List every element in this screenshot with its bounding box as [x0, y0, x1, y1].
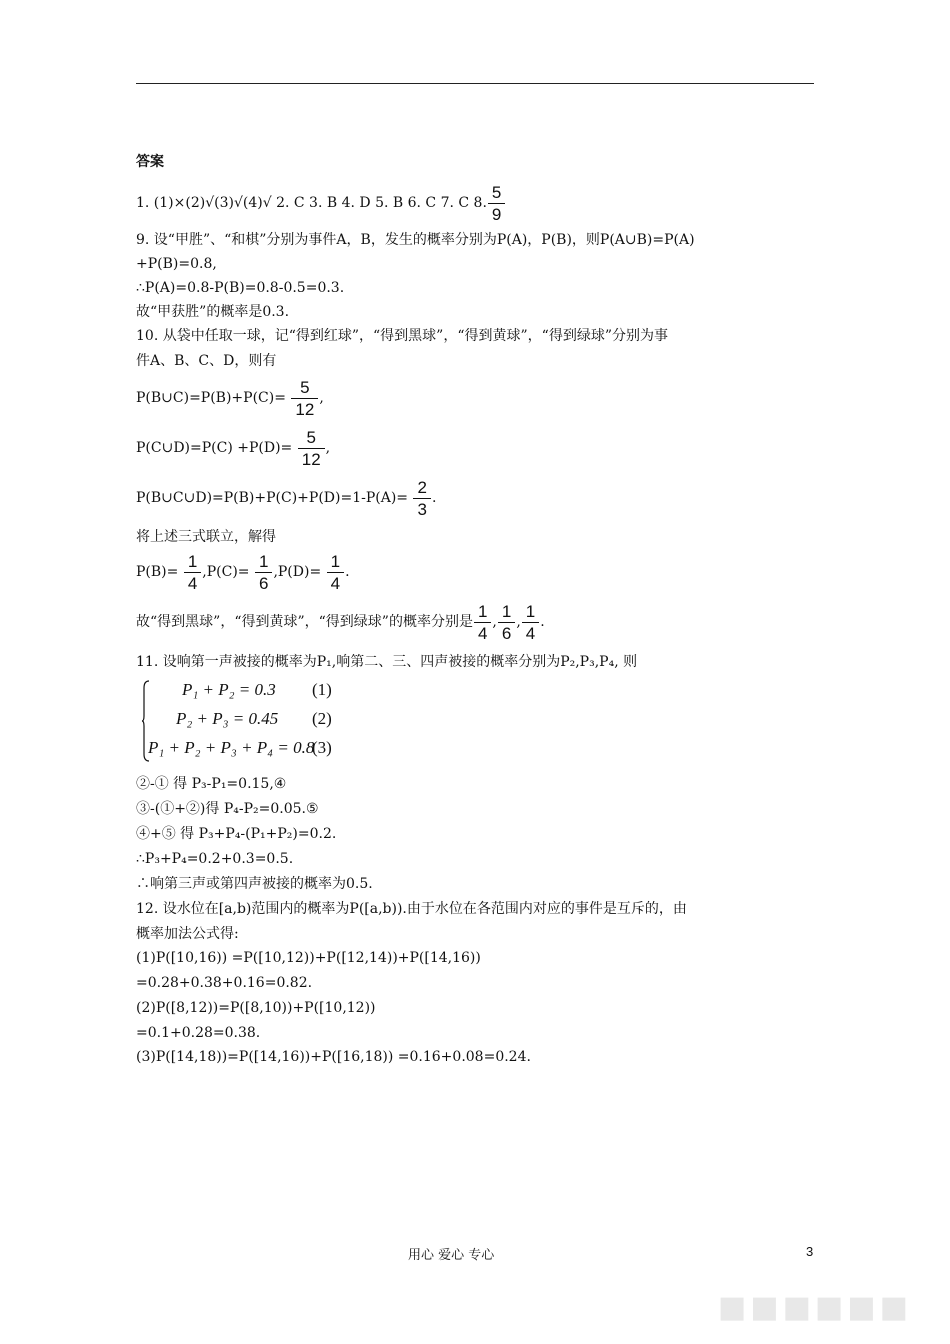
q12-line1: 12. 设水位在[a,b)范围内的概率为P([a,b)).由于水位在各范围内对应的事件是互斥的，由: [136, 901, 687, 917]
q11-step4: ∴P₃+P₄=0.2+0.3=0.5.: [136, 851, 294, 867]
q9-line4: 故“甲获胜”的概率是0.3.: [136, 304, 290, 320]
q10-conclusion: 故“得到黑球”，“得到黄球”，“得到绿球”的概率分别是 $\frac{1}{4}$ , $\frac{1}{6}$ , $\frac{1}{4}$ .: [136, 601, 545, 643]
q9-line2: +P(B)=0.8,: [136, 256, 217, 272]
q11-equation-system: [140, 678, 360, 764]
page-number: 3: [806, 1244, 814, 1259]
q10-eq1: P(B∪C)=P(B)+P(C)= $\frac{5}{12}$ ,: [136, 377, 324, 419]
q11-step3: ④+⑤ 得 P₃+P₄-(P₁+P₂)=0.2.: [136, 826, 337, 842]
q12-line2: 概率加法公式得:: [136, 926, 239, 942]
q11-line1: 11. 设响第一声被接的概率为P₁,响第二、三、四声被接的概率分别为P₂,P₃,P₄, 则: [136, 654, 638, 670]
q12-line3: (1)P([10,16)) =P([10,12))+P([12,14))+P([14,16)): [136, 950, 481, 966]
answers-heading: 答案: [136, 154, 164, 170]
q10-solution: P(B)= $\frac{1}{4}$ ,P(C)= $\frac{1}{6}$ ,P(D)= $\frac{1}{4}$ .: [136, 551, 350, 593]
q12-line6: =0.1+0.28=0.38.: [136, 1025, 261, 1041]
q10-solve: 将上述三式联立，解得: [136, 529, 276, 545]
q10-line2: 件A、B、C、D，则有: [136, 353, 277, 369]
watermark: ■■■■■■: [718, 1290, 913, 1325]
q10-eq3: P(B∪C∪D)=P(B)+P(C)+P(D)=1-P(A)= $\frac{2}{3}$ .: [136, 477, 437, 519]
q9-line1: 9. 设“甲胜”、“和棋”分别为事件A，B，发生的概率分别为P(A)，P(B)，则P(A∪B)=P(A): [136, 232, 695, 248]
header-rule: [136, 83, 814, 84]
footer-motto: 用心 爱心 专心: [408, 1248, 495, 1263]
q11-step5: ∴响第三声或第四声被接的概率为0.5.: [136, 876, 373, 892]
system-row-2: P₂ + P₃ = 0.45 (2): [176, 709, 332, 728]
q8-fraction: $\frac{5}{9}$: [490, 182, 503, 225]
q1-answers: [136, 181, 816, 225]
system-row-1: P₁ + P₂ = 0.3 (1): [182, 680, 332, 699]
q10-eq2: P(C∪D)=P(C) +P(D)= $\frac{5}{12}$ ,: [136, 427, 331, 469]
q11-step2: ③-(①+②)得 P₄-P₂=0.05.⑤: [136, 801, 319, 817]
q10-line1: 10. 从袋中任取一球，记“得到红球”，“得到黑球”，“得到黄球”，“得到绿球”分别为事: [136, 328, 668, 344]
system-row-3: P₁ + P₂ + P₃ + P₄ = 0.8 (3): [148, 738, 332, 757]
q12-line4: =0.28+0.38+0.16=0.82.: [136, 975, 313, 991]
q11-step1: ②-① 得 P₃-P₁=0.15,④: [136, 776, 287, 792]
q12-line5: (2)P([8,12))=P([8,10))+P([10,12)): [136, 1000, 376, 1016]
q1-text: 1. (1)×(2)√(3)√(4)√ 2. C 3. B 4. D 5. B 6. C 7. C 8.: [136, 195, 487, 211]
q9-line3: ∴P(A)=0.8-P(B)=0.8-0.5=0.3.: [136, 280, 345, 296]
q12-line7: (3)P([14,18))=P([14,16))+P([16,18)) =0.16+0.08=0.24.: [136, 1049, 531, 1065]
